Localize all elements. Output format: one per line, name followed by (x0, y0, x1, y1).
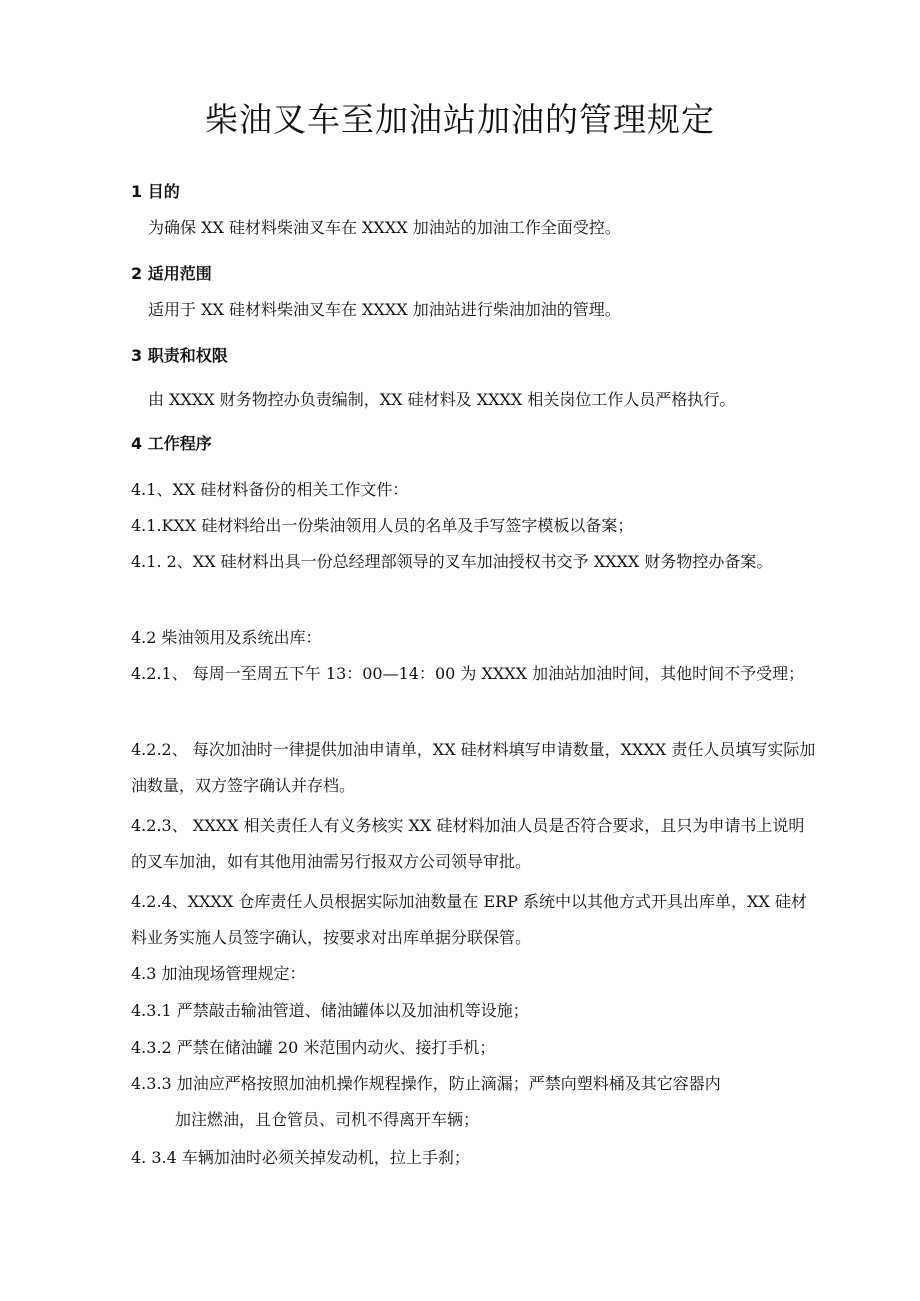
item-4-3-1: 4.3.1 严禁敲击输油管道、储油罐体以及加油机等设施； (131, 1001, 529, 1020)
section-3-text: 由 XXXX 财务物控办负责编制，XX 硅材料及 XXXX 相关岗位工作人员严格执行。 (148, 390, 736, 409)
item-4-2-1: 4.2.1、 每周一至周五下午 13：00—14：00 为 XXXX 加油站加油时间，其他时间不予受理； (131, 664, 805, 683)
item-4-1: 4.1、XX 硅材料备份的相关工作文件： (131, 480, 409, 499)
section-1-heading: 1 目的 (131, 182, 180, 201)
section-2-heading: 2 适用范围 (131, 264, 212, 283)
item-4-3-3 (131, 1066, 817, 1138)
document-title: 柴油叉车至加油站加油的管理规定 (205, 100, 715, 139)
item-4-3-3-line1: 4.3.3 加油应严格按照加油机操作规程操作，防止滴漏；严禁向塑料桶及其它容器内 (131, 1074, 721, 1093)
item-4-3-2: 4.3.2 严禁在储油罐 20 米范围内动火、接打手机； (131, 1038, 496, 1057)
item-4-3: 4.3 加油现场管理规定： (131, 964, 306, 983)
item-4-1-1: 4.1.KXX 硅材料给出一份柴油领用人员的名单及手写签字模板以备案； (131, 516, 634, 535)
item-4-3-4: 4. 3.4 车辆加油时必须关掉发动机，拉上手刹； (131, 1148, 470, 1167)
item-4-2-3: 4.2.3、 XXXX 相关责任人有义务核实 XX 硅材料加油人员是否符合要求，且只为申请书上说明的叉车加油，如有其他用油需另行报双方公司领导审批。 (131, 816, 805, 871)
item-4-2-2: 4.2.2、 每次加油时一律提供加油申请单，XX 硅材料填写申请数量，XXXX 责任人员填写实际加油数量，双方签字确认并存档。 (131, 740, 816, 795)
item-4-3-3-line2: 加注燃油，且仓管员、司机不得离开车辆； (175, 1110, 480, 1129)
section-3-heading: 3 职责和权限 (131, 346, 228, 365)
section-4-heading: 4 工作程序 (131, 434, 212, 453)
section-1-text: 为确保 XX 硅材料柴油叉车在 XXXX 加油站的加油工作全面受控。 (148, 218, 621, 237)
item-4-2-4: 4.2.4、XXXX 仓库责任人员根据实际加油数量在 ERP 系统中以其他方式开具出库单，XX 硅材料业务实施人员签字确认，按要求对出库单据分联保管。 (131, 892, 807, 947)
section-2-text: 适用于 XX 硅材料柴油叉车在 XXXX 加油站进行柴油加油的管理。 (148, 300, 621, 319)
item-4-2: 4.2 柴油领用及系统出库： (131, 628, 322, 647)
item-4-1-2: 4.1. 2、XX 硅材料出具一份总经理部领导的叉车加油授权书交予 XXXX 财务物控办备案。 (131, 552, 773, 571)
